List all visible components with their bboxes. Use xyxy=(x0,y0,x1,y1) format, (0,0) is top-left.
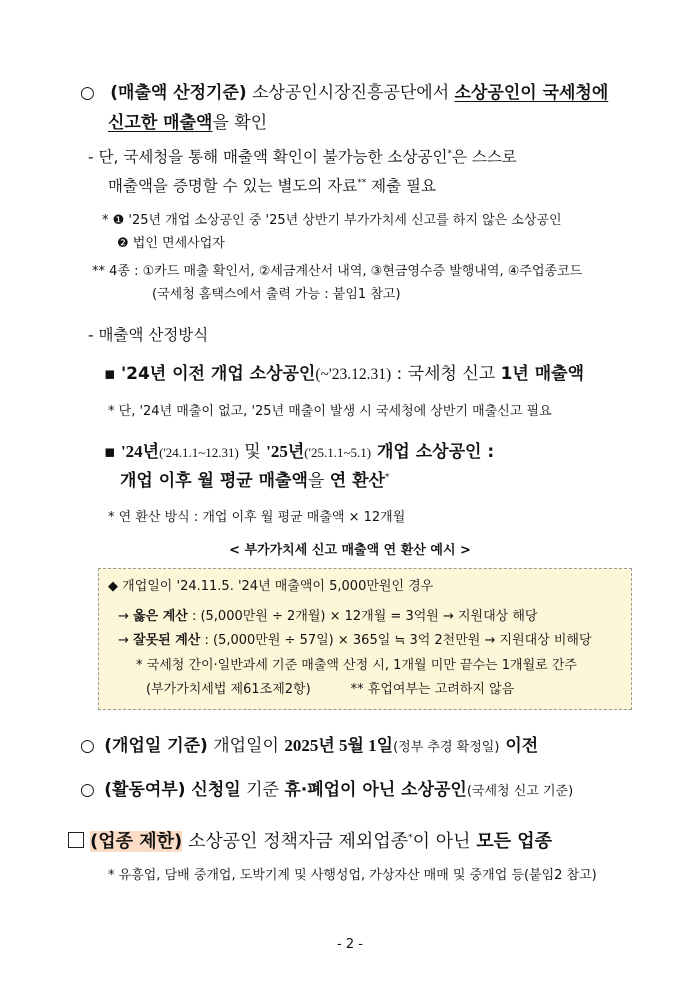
section-label: (개업일 기준) xyxy=(104,736,208,756)
footnote: ❷ 법인 면세사업자 xyxy=(117,236,225,251)
text: 매출액을 증명할 수 있는 별도의 자료 xyxy=(108,177,358,195)
text: 이전 xyxy=(499,736,539,756)
text: 및 xyxy=(238,442,267,462)
square-bullet: ▪ xyxy=(104,442,116,462)
text: '25년 xyxy=(266,442,305,461)
footnote: * ❶ '25년 개업 소상공인 중 '25년 상반기 부가가치세 신고를 하지 않은 소상공인 xyxy=(102,213,562,228)
text: 신청일 xyxy=(185,780,241,800)
footnote: * 단, '24년 매출이 없고, '25년 매출이 발생 시 국세청에 상반기 매출신고 필요 xyxy=(108,404,552,419)
text: 옳은 계산 xyxy=(133,609,188,624)
text: 소상공인 정책자금 제외업종 xyxy=(182,831,409,852)
text: 이 아닌 xyxy=(412,831,477,852)
text: 잘못된 계산 xyxy=(133,633,201,648)
text: 개업 이후 월 평균 매출액 xyxy=(120,471,308,491)
footnote-mark: * xyxy=(447,148,452,159)
text: : 국세청 신고 xyxy=(391,364,501,384)
footnote: ** 4종 : ①카드 매출 확인서, ②세금계산서 내역, ③현금영수증 발행내역, ④주업종코드 xyxy=(92,264,583,279)
example-head: ◆ 개업일이 '24.11.5. '24년 매출액이 5,000만원인 경우 xyxy=(108,579,434,594)
circle-bullet: ○ xyxy=(80,736,95,756)
text: 은 스스로 xyxy=(451,148,517,166)
text: 을 확인 xyxy=(212,113,268,133)
section-line xyxy=(108,113,267,133)
dash-item: - 매출액 산정방식 xyxy=(88,326,209,344)
text: 제출 필요 xyxy=(366,177,436,195)
text: (부가가치세법 제61조제2항) xyxy=(146,682,311,697)
dash-item-cont xyxy=(108,177,436,196)
text: 을 xyxy=(307,471,330,491)
square-item xyxy=(104,364,584,385)
example-wrong-calc xyxy=(118,633,592,649)
text: (국세청 신고 기준) xyxy=(466,784,574,799)
text: : (5,000만원 ÷ 57일) × 365일 ≒ 3억 2천만원 → 지원대상 비해당 xyxy=(200,633,592,648)
footnote: * 유흥업, 담배 중개업, 도박기계 및 사행성업, 가상자산 매매 및 중개업 등(붙임2 참고) xyxy=(108,868,597,883)
text: 기준 xyxy=(240,780,285,800)
text: 모든 업종 xyxy=(476,831,553,852)
example-note: * 국세청 간이·일반과세 기준 매출액 산정 시, 1개월 미만 끝수는 1개월로 간주 xyxy=(136,658,577,673)
circle-bullet: ○ xyxy=(80,83,95,103)
square-item xyxy=(104,442,494,462)
text: 2025년 5월 1일 xyxy=(284,736,394,755)
example-right-calc xyxy=(118,609,537,625)
example-caption: < 부가가치세 신고 매출액 연 환산 예시 > xyxy=(229,543,471,558)
footnote-mark: * xyxy=(408,833,413,843)
text: ('24.1.1~12.31) xyxy=(159,445,239,460)
footnote-mark: * xyxy=(384,472,390,483)
footnote: * 연 환산 방식 : 개업 이후 월 평균 매출액 × 12개월 xyxy=(108,510,406,525)
square-bullet: ▪ xyxy=(104,364,116,384)
text: : (5,000만원 ÷ 2개월) × 12개월 = 3억원 → 지원대상 해당 xyxy=(187,609,538,624)
footnote: (국세청 홈택스에서 출력 가능 : 붙임1 참고) xyxy=(152,287,401,302)
circle-bullet: ○ xyxy=(80,780,95,800)
example-note xyxy=(146,682,514,698)
section-label: (업종 제한) xyxy=(90,831,183,852)
section-label: (매출액 산정기준) xyxy=(110,83,247,103)
footnote-mark: ** xyxy=(357,177,367,188)
section-industry xyxy=(68,831,552,853)
section-label: (활동여부) xyxy=(104,780,186,800)
text: 휴·폐업이 아닌 소상공인 xyxy=(284,780,467,800)
section-activity xyxy=(80,780,573,800)
dash-item xyxy=(88,148,517,167)
text: (~'23.12.31) xyxy=(315,366,392,383)
section-open-date xyxy=(80,736,538,756)
text: - 단, 국세청을 통해 매출액 확인이 불가능한 소상공인 xyxy=(88,148,448,166)
underlined-text: 신고한 매출액 xyxy=(108,113,213,133)
arrow-icon: → xyxy=(118,609,129,624)
text: '24년 xyxy=(120,442,160,461)
underlined-text: 소상공인이 국세청에 xyxy=(454,83,609,103)
text: 소상공인시장진흥공단에서 xyxy=(246,83,455,103)
text: ('25.1.1~5.1) xyxy=(304,445,372,460)
text: 1년 매출액 xyxy=(500,364,585,384)
text: '24년 이전 개업 소상공인 xyxy=(120,364,316,384)
text: ** 휴업여부는 고려하지 않음 xyxy=(350,682,515,697)
section-sales-criteria xyxy=(80,83,608,103)
page-number: - 2 - xyxy=(337,937,363,952)
checkbox-square-icon xyxy=(68,832,84,848)
text: 개업 소상공인 : xyxy=(371,442,495,462)
arrow-icon: → xyxy=(118,633,129,648)
text: 개업일이 xyxy=(207,736,285,756)
text: 연 환산 xyxy=(329,471,385,491)
text: (정부 추경 확정일) xyxy=(393,740,500,755)
square-item-cont xyxy=(120,471,389,491)
